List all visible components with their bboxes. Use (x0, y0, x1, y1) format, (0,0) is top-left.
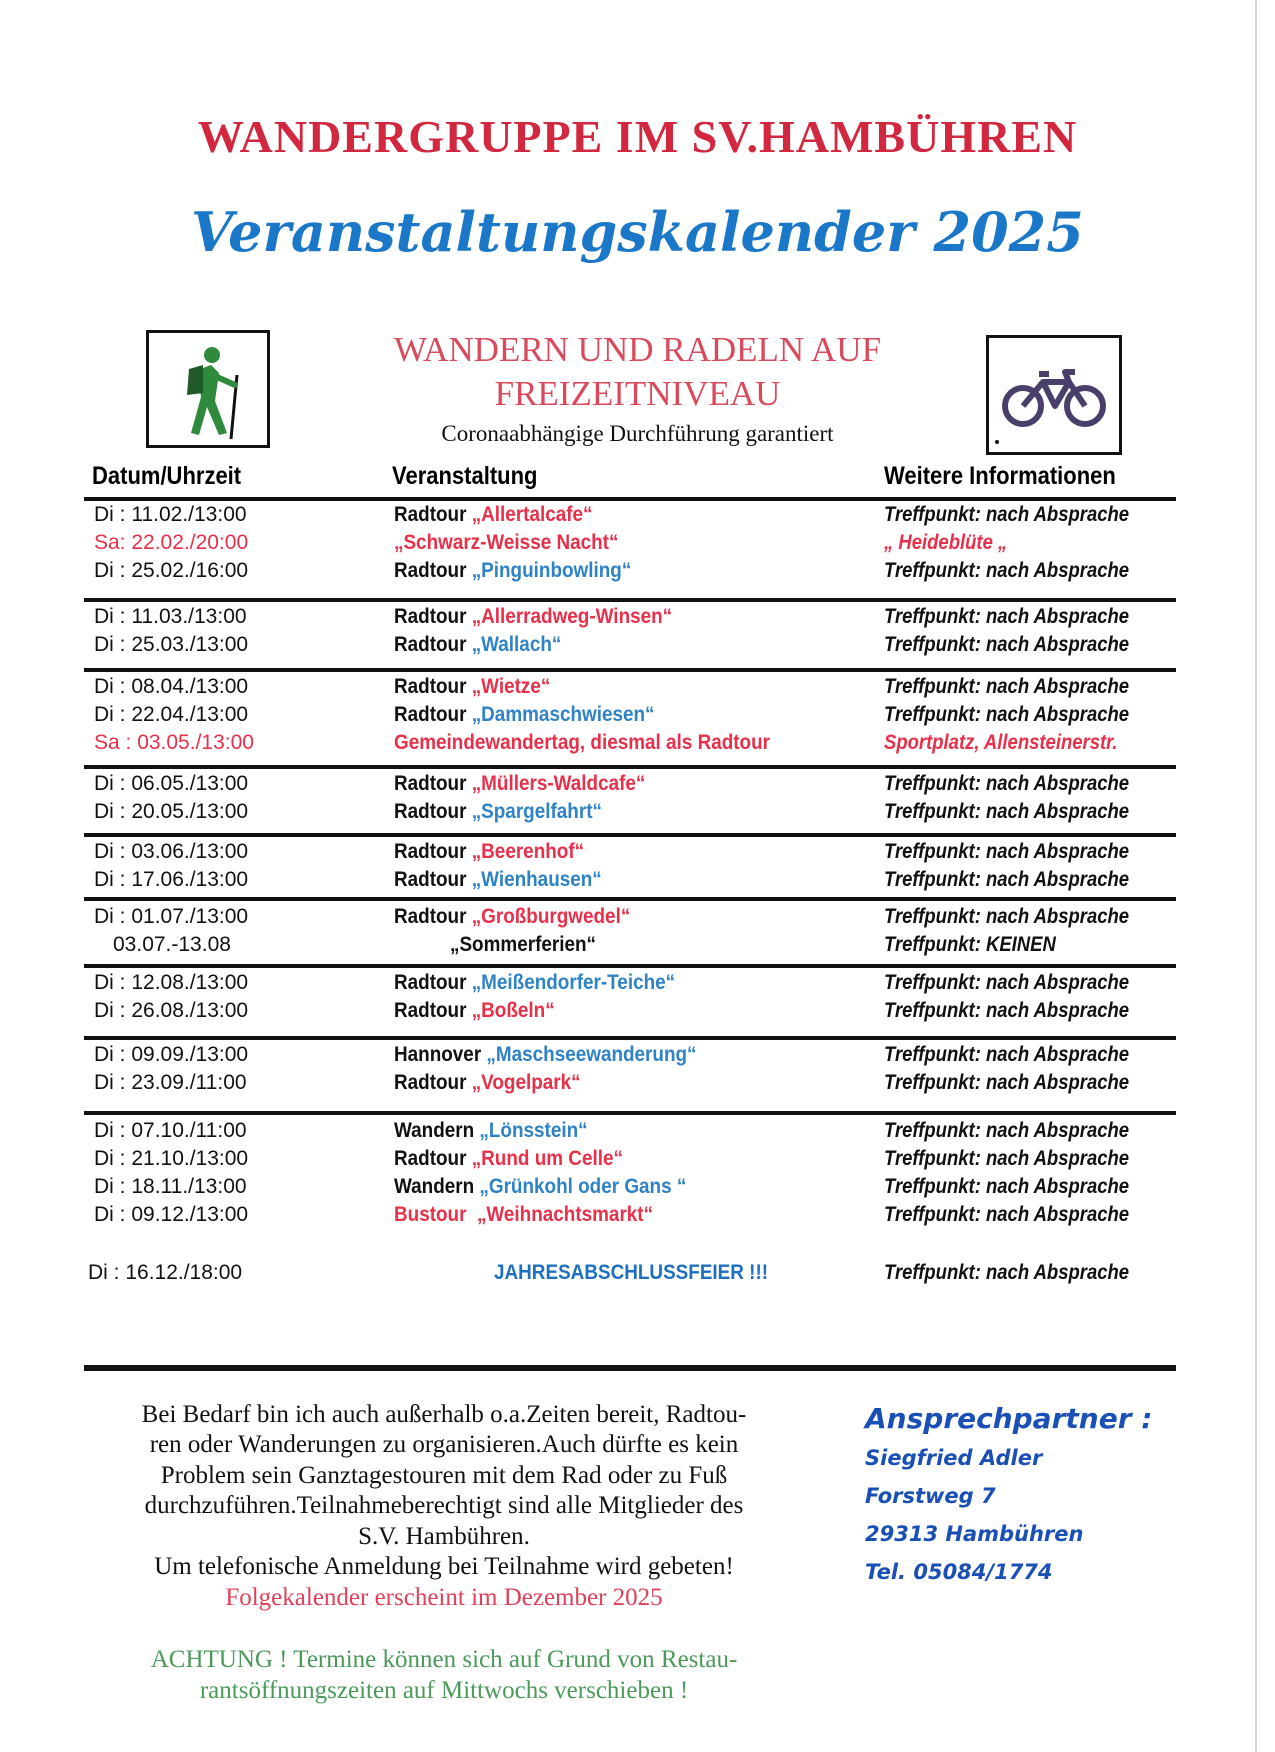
table-row-event: Radtour „Wietze“ (394, 675, 551, 698)
contact-phone: Tel. 05084/1774 (865, 1560, 1053, 1584)
warning-line1: ACHTUNG ! Termine können sich auf Grund von Restau- (150, 1646, 738, 1673)
table-row-info: Treffpunkt: nach Absprache (884, 503, 1130, 526)
column-header-date: Datum/Uhrzeit (92, 462, 242, 490)
table-row-info: Treffpunkt: nach Absprache (884, 1071, 1130, 1094)
footer-rule (84, 1365, 1176, 1371)
table-row-info: Treffpunkt: nach Absprache (884, 772, 1130, 795)
table-rule (84, 1036, 1176, 1040)
table-row-info: Treffpunkt: nach Absprache (884, 559, 1130, 582)
table-row-event: Wandern „Lönsstein“ (394, 1119, 588, 1142)
table-row-info: Treffpunkt: KEINEN (884, 933, 1056, 956)
table-rule (84, 833, 1176, 837)
table-row-date: Di : 25.03./13:00 (94, 633, 249, 656)
table-row-event: Radtour „Pinguinbowling“ (394, 559, 632, 582)
table-row-info: Treffpunkt: nach Absprache (884, 703, 1130, 726)
table-row-event: Radtour „Vogelpark“ (394, 1071, 581, 1094)
table-row-date: Di : 01.07./13:00 (94, 905, 249, 928)
bicycle-icon (986, 335, 1122, 455)
table-row-date: Di : 25.02./16:00 (94, 559, 249, 582)
table-row-event: „Schwarz-Weisse Nacht“ (394, 531, 619, 554)
table-row-info: Sportplatz, Allensteinerstr. (884, 731, 1118, 754)
table-row-event: Radtour „Allertalcafe“ (394, 503, 593, 526)
table-row-info: Treffpunkt: nach Absprache (884, 1175, 1130, 1198)
table-row-info: Treffpunkt: nach Absprache (884, 999, 1130, 1022)
corona-note: Coronaabhängige Durchführung garantiert (441, 421, 834, 446)
table-rule (84, 1111, 1176, 1115)
table-rule (84, 897, 1176, 901)
table-row-event: Radtour „Rund um Celle“ (394, 1147, 623, 1170)
table-rule (84, 765, 1176, 769)
table-row-info: Treffpunkt: nach Absprache (884, 1203, 1130, 1226)
table-row-date: Di : 20.05./13:00 (94, 800, 249, 823)
page-title: WANDERGRUPPE IM SV.HAMBÜHREN (197, 111, 1078, 162)
table-row-date: Di : 09.09./13:00 (94, 1043, 249, 1066)
column-header-event: Veranstaltung (392, 462, 538, 490)
table-row-info: Treffpunkt: nach Absprache (884, 1147, 1130, 1170)
table-row-info: Treffpunkt: nach Absprache (884, 675, 1130, 698)
table-rule (84, 497, 1176, 501)
table-row-info: Treffpunkt: nach Absprache (884, 1043, 1130, 1066)
calendar-title: Veranstaltungskalender 2025 (191, 200, 1084, 264)
table-row-date: Di : 03.06./13:00 (94, 840, 249, 863)
table-row-event: Radtour „Dammaschwiesen“ (394, 703, 655, 726)
table-row-date: Di : 17.06./13:00 (94, 868, 249, 891)
table-row-event: Radtour „Großburgwedel“ (394, 905, 631, 928)
table-row-event: Bustour „Weihnachtsmarkt“ (394, 1203, 654, 1226)
table-rule (84, 964, 1176, 968)
table-row-info: Treffpunkt: nach Absprache (884, 605, 1130, 628)
table-row-date: Sa : 03.05./13:00 (94, 731, 254, 754)
table-row-event: Radtour „Wallach“ (394, 633, 562, 656)
table-row-event: Radtour „Boßeln“ (394, 999, 555, 1022)
table-row-event: Radtour „Allerradweg-Winsen“ (394, 605, 673, 628)
warning-line2: rantsöffnungszeiten auf Mittwochs verschieben ! (199, 1677, 689, 1704)
table-row-event: Gemeindewandertag, diesmal als Radtour (394, 731, 771, 754)
footer-text-line: ren oder Wanderungen zu organisieren.Auch dürfte es kein (149, 1431, 739, 1458)
table-row-info: Treffpunkt: nach Absprache (884, 1119, 1130, 1142)
contact-name: Siegfried Adler (865, 1446, 1043, 1470)
followup-notice: Folgekalender erscheint im Dezember 2025 (225, 1584, 663, 1611)
column-header-info: Weitere Informationen (884, 462, 1116, 490)
subtitle-line2: FREIZEITNIVEAU (494, 374, 781, 413)
table-row-event: Hannover „Maschseewanderung“ (394, 1043, 697, 1066)
table-row-info: „ Heideblüte „ (884, 531, 1008, 554)
table-row-date: Di : 26.08./13:00 (94, 999, 249, 1022)
table-row-date: Di : 08.04./13:00 (94, 675, 249, 698)
table-rule (84, 598, 1176, 602)
table-row-date: Di : 18.11./13:00 (94, 1175, 247, 1198)
table-row-date: Di : 23.09./11:00 (94, 1071, 247, 1094)
hiker-icon (146, 330, 270, 448)
footer-text-line: S.V. Hambühren. (358, 1523, 530, 1550)
footer-text-line: durchzuführen.Teilnahmeberechtigt sind alle Mitglieder des (144, 1492, 744, 1519)
footer-text-line: Bei Bedarf bin ich auch außerhalb o.a.Zeiten bereit, Radtou- (141, 1401, 747, 1428)
table-rule (84, 668, 1176, 672)
table-row-date: Di : 21.10./13:00 (94, 1147, 249, 1170)
table-row-info: Treffpunkt: nach Absprache (884, 1261, 1130, 1284)
contact-street: Forstweg 7 (865, 1484, 996, 1508)
table-row-info: Treffpunkt: nach Absprache (884, 905, 1130, 928)
table-row-date: Di : 11.02./13:00 (94, 503, 247, 526)
table-row-date: Di : 09.12./13:00 (94, 1203, 249, 1226)
contact-city: 29313 Hambühren (865, 1522, 1084, 1546)
footer-text-line: Problem sein Ganztagestouren mit dem Rad oder zu Fuß (160, 1462, 728, 1489)
table-row-date: Di : 06.05./13:00 (94, 772, 249, 795)
table-row-date: Sa: 22.02./20:00 (94, 531, 249, 554)
table-row-info: Treffpunkt: nach Absprache (884, 971, 1130, 994)
table-row-date: Di : 16.12./18:00 (88, 1261, 243, 1284)
table-row-date: Di : 07.10./11:00 (94, 1119, 247, 1142)
table-row-event: Radtour „Spargelfahrt“ (394, 800, 602, 823)
table-row-info: Treffpunkt: nach Absprache (884, 840, 1130, 863)
table-row-event: Radtour „Beerenhof“ (394, 840, 585, 863)
table-row-event: Radtour „Meißendorfer-Teiche“ (394, 971, 676, 994)
table-row-date: Di : 22.04./13:00 (94, 703, 249, 726)
table-row-event: Wandern „Grünkohl oder Gans “ (394, 1175, 687, 1198)
table-row-event: „Sommerferien“ (450, 933, 596, 956)
table-row-info: Treffpunkt: nach Absprache (884, 633, 1130, 656)
table-row-date: Di : 11.03./13:00 (94, 605, 247, 628)
footer-text-line: Um telefonische Anmeldung bei Teilnahme wird gebeten! (154, 1553, 734, 1580)
contact-heading: Ansprechpartner : (865, 1402, 1153, 1435)
table-row-date: Di : 12.08./13:00 (94, 971, 249, 994)
subtitle-line1: WANDERN UND RADELN AUF (393, 330, 882, 369)
table-row-info: Treffpunkt: nach Absprache (884, 800, 1130, 823)
table-row-event: Radtour „Wienhausen“ (394, 868, 602, 891)
table-row-date: 03.07.-13.08 (113, 933, 231, 956)
table-row-info: Treffpunkt: nach Absprache (884, 868, 1130, 891)
table-row-event: JAHRESABSCHLUSSFEIER !!! (494, 1261, 769, 1284)
table-row-event: Radtour „Müllers-Waldcafe“ (394, 772, 646, 795)
